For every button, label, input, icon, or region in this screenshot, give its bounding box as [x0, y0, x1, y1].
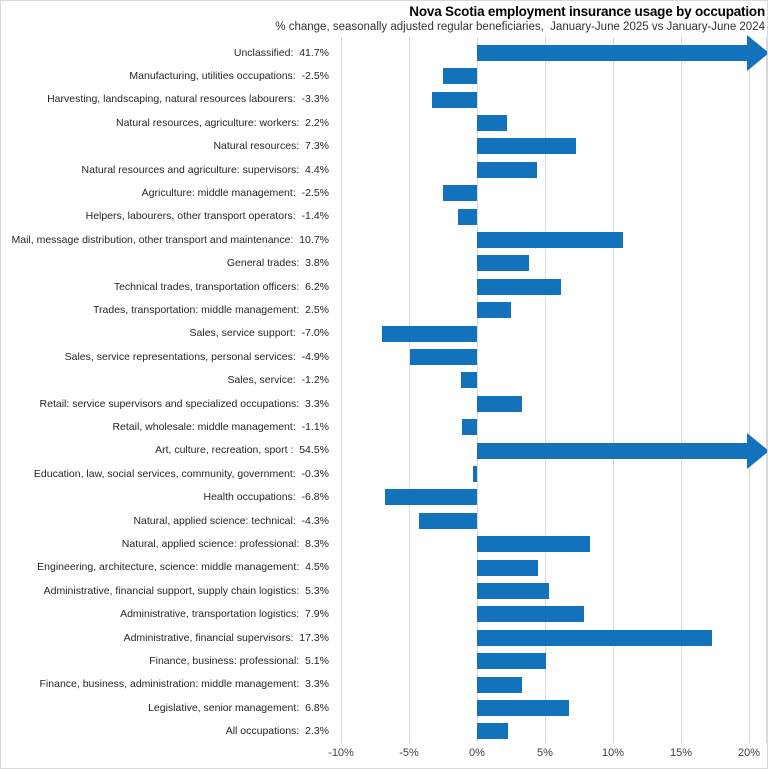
bar [382, 326, 477, 342]
bar [477, 560, 538, 576]
category-label: General trades: 3.8% [226, 257, 329, 270]
bar [477, 396, 522, 412]
chart-title: Nova Scotia employment insurance usage by occupation [409, 4, 765, 19]
bar [410, 349, 477, 365]
category-label: Administrative, financial support, supply chain logistics: 5.3% [43, 584, 329, 597]
bar [443, 68, 477, 84]
bar [443, 185, 477, 201]
bar [477, 653, 546, 669]
category-label: Trades, transportation: middle management: 2.5% [93, 304, 329, 317]
bar [477, 302, 511, 318]
x-axis-tick-label: -10% [328, 747, 354, 759]
bar [477, 232, 623, 248]
bar [477, 700, 569, 716]
bar [458, 209, 477, 225]
bar [477, 630, 712, 646]
category-label: Engineering, architecture, science: middle management: 4.5% [37, 561, 329, 574]
bar [462, 419, 477, 435]
bar [477, 677, 522, 693]
bar [477, 115, 507, 131]
category-label: Harvesting, landscaping, natural resources labourers: -3.3% [47, 93, 329, 106]
category-label: Natural resources, agriculture: workers: 2.2% [116, 116, 329, 129]
bar [477, 606, 584, 622]
bar [419, 513, 477, 529]
plot-right-border [766, 37, 767, 743]
bar [477, 279, 561, 295]
gridline [341, 37, 342, 743]
bar [477, 443, 747, 459]
category-label: Technical trades, transportation officers: 6.2% [113, 280, 329, 293]
category-label: Sales, service: -1.2% [227, 374, 329, 387]
category-label: Natural, applied science: technical: -4.3% [133, 514, 329, 527]
x-axis-tick-label: 10% [601, 747, 625, 759]
category-label: Finance, business: professional: 5.1% [149, 655, 329, 668]
bar [461, 372, 477, 388]
gridline [409, 37, 410, 743]
x-axis-tick-label: -5% [399, 747, 419, 759]
overflow-right-arrow-icon [747, 35, 768, 71]
category-label: Unclassified: 41.7% [233, 46, 329, 59]
x-axis-tick-label: 15% [669, 747, 693, 759]
bar [477, 255, 529, 271]
category-label: All occupations: 2.3% [225, 725, 329, 738]
category-label: Finance, business, administration: middle management: 3.3% [39, 678, 329, 691]
category-label: Retail: service supervisors and specialized occupations: 3.3% [39, 397, 329, 410]
gridline [749, 37, 750, 743]
x-axis-tick-label: 0% [469, 747, 485, 759]
x-axis-tick-label: 20% [737, 747, 761, 759]
category-label: Administrative, transportation logistics: 7.9% [120, 608, 329, 621]
bar [477, 162, 537, 178]
category-label: Retail, wholesale: middle management: -1.1% [112, 421, 329, 434]
overflow-right-arrow-icon [747, 433, 768, 469]
chart-subtitle: % change, seasonally adjusted regular beneficiaries, January-June 2025 vs January-June 2024 [275, 21, 765, 33]
category-label: Health occupations: -6.8% [203, 491, 329, 504]
category-label: Sales, service support: -7.0% [189, 327, 329, 340]
category-label: Art, culture, recreation, sport : 54.5% [155, 444, 329, 457]
category-label: Sales, service representations, personal services: -4.9% [64, 350, 329, 363]
bar [385, 489, 477, 505]
category-label: Natural, applied science: professional: 8.3% [121, 538, 329, 551]
category-label: Natural resources: 7.3% [213, 140, 329, 153]
bar [477, 45, 747, 61]
category-label: Legislative, senior management: 6.8% [148, 701, 329, 714]
bar [477, 536, 590, 552]
category-label: Helpers, labourers, other transport operators: -1.4% [85, 210, 329, 223]
bar [477, 583, 549, 599]
bar [473, 466, 477, 482]
category-label: Education, law, social services, community, government: -0.3% [33, 467, 329, 480]
category-label: Manufacturing, utilities occupations: -2.5% [129, 70, 329, 83]
bar [432, 92, 477, 108]
category-label: Natural resources and agriculture: supervisors: 4.4% [81, 163, 329, 176]
category-label: Mail, message distribution, other transport and maintenance: 10.7% [11, 233, 329, 246]
bar [477, 723, 508, 739]
bar [477, 138, 576, 154]
x-axis-tick-label: 5% [537, 747, 553, 759]
category-label: Agriculture: middle management: -2.5% [141, 187, 329, 200]
category-label: Administrative, financial supervisors: 17.3% [123, 631, 329, 644]
